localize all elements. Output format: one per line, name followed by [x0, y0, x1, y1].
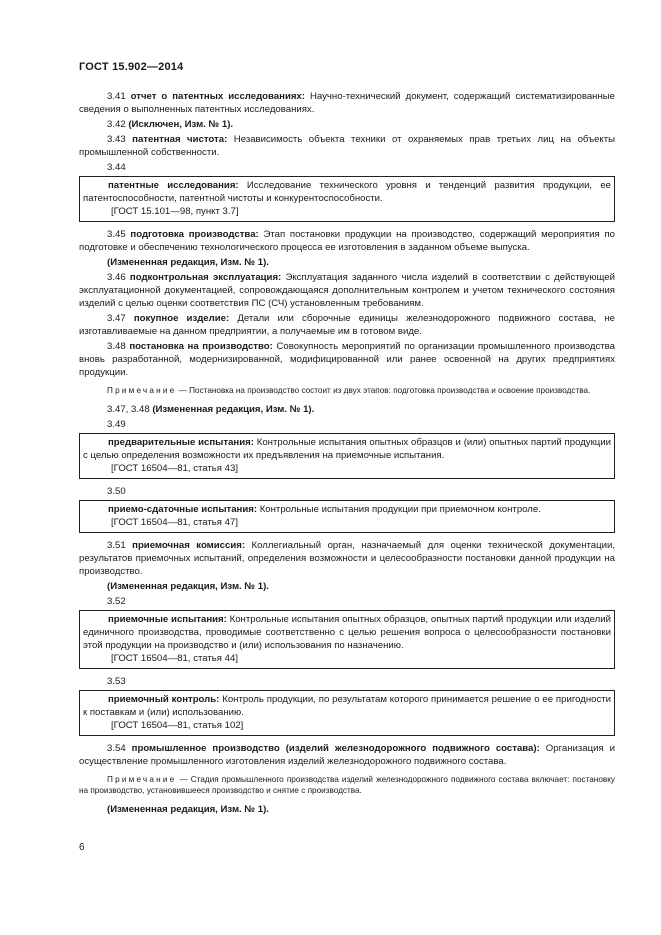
term-3-43: 3.43 патентная чистота: Независимость объекта техники от охраняемых прав третьих лиц на объекты промышленной собственности.: [79, 134, 616, 158]
amendment-note: (Измененная редакция, Изм. № 1).: [107, 580, 269, 592]
term-3-53-number: 3.53: [107, 675, 126, 687]
amendment-note-final: (Измененная редакция, Изм. № 1).: [107, 803, 269, 815]
term-3-52: приемочные испытания: Контрольные испытания опытных образцов, опытных партий продукции или изделий единичного производства, проводимые соответственно с целью решения вопроса о целесообразности постановки этой продукции на производство и (или) использования по назначению.: [83, 613, 611, 651]
term-3-45: 3.45 подготовка производства: Этап постановки продукции на производство, содержащий мероприятия по подготовке и обеспечению технологического процесса ее изготовления в заданном объеме выпуска.: [79, 229, 615, 253]
term-3-44-number: 3.44: [107, 162, 126, 173]
term-3-50-number: 3.50: [107, 485, 126, 497]
amendment-3-47-3-48: 3.47, 3.48 (Измененная редакция, Изм. № 1).: [107, 403, 315, 415]
term-3-53-box: [79, 690, 615, 736]
term-3-53: приемочный контроль: Контроль продукции, по результатам которого принимается решение о ее пригодности к поставкам и (или) использованию.: [83, 693, 612, 718]
standard-reference: [ГОСТ 16504—81, статья 102]: [111, 719, 244, 731]
term-3-42: 3.42 (Исключен, Изм. № 1).: [107, 119, 234, 130]
term-3-44-box: [79, 176, 615, 222]
standard-reference: [ГОСТ 16504—81, статья 43]: [111, 462, 238, 474]
term-3-52-box: [79, 610, 615, 669]
standard-reference: [ГОСТ 15.101—98, пункт 3.7]: [111, 206, 239, 217]
note-production: Примечание — Постановка на производство состоит из двух этапов: подготовка производства и освоение производства.: [107, 386, 591, 395]
term-3-46: 3.46 подконтрольная эксплуатация: Эксплуатация заданного числа изделий в соответствии с действующей эксплуатационной документацией, сопровождающаяся дополнительным контролем и учетом технического состояния изделий с целью оценки соответствия ПС (СЧ) установленным требованиям.: [79, 272, 615, 309]
document-body: [79, 90, 615, 818]
term-3-47: 3.47 покупное изделие: Детали или сборочные единицы железнодорожного подвижного состава, не изготавливаемые на данном предприятии, а получаемые им в готовом виде.: [79, 313, 615, 337]
standard-reference: [ГОСТ 16504—81, статья 44]: [111, 652, 238, 664]
term-3-49-box: [79, 433, 615, 479]
amendment-note: (Измененная редакция, Изм. № 1).: [107, 257, 269, 268]
note-industrial-production: Примечание — Стадия промышленного производства изделий железнодорожного подвижного состава включает: постановку на производство, установившееся производство и снятие с производства.: [79, 774, 615, 795]
document-header: ГОСТ 15.902—2014: [79, 61, 184, 73]
term-3-48: 3.48 постановка на производство: Совокупность мероприятий по организации промышленного производства вновь разработанной, модернизированной, модифицированной или ранее освоенной на других предприятиях продукции.: [79, 341, 615, 378]
term-3-52-number: 3.52: [107, 595, 126, 607]
term-3-44: патентные исследования: Исследование технического уровня и тенденций развития продукции, ее патентоспособности, патентной чистоты и конкурентоспособности.: [83, 180, 611, 204]
term-3-50-box: [79, 500, 615, 533]
term-3-41: 3.41 отчет о патентных исследованиях: Научно-технический документ, содержащий систематизированные сведения о выполненных патентных исследованиях.: [79, 91, 615, 115]
term-3-49-number: 3.49: [107, 418, 126, 430]
standard-reference: [ГОСТ 16504—81, статья 47]: [111, 516, 238, 528]
page-number: 6: [79, 842, 85, 853]
term-3-54: 3.54 промышленное производство (изделий железнодорожного подвижного состава): Организация и осуществление промышленного изготовления изделий железнодорожного подвижного состава.: [79, 742, 615, 767]
term-3-49: предварительные испытания: Контрольные испытания опытных образцов и (или) опытных партий продукции с целью определения возможности их предъявления на приемочные испытания.: [83, 436, 612, 461]
term-3-50: приемо-сдаточные испытания: Контрольные испытания продукции при приемочном контроле.: [108, 503, 541, 515]
term-3-51: 3.51 приемочная комиссия: Коллегиальный орган, назначаемый для оценки технической документации, результатов приемочных испытаний, определения возможности и целесообразности постановки данной продукции на производство.: [79, 539, 616, 577]
